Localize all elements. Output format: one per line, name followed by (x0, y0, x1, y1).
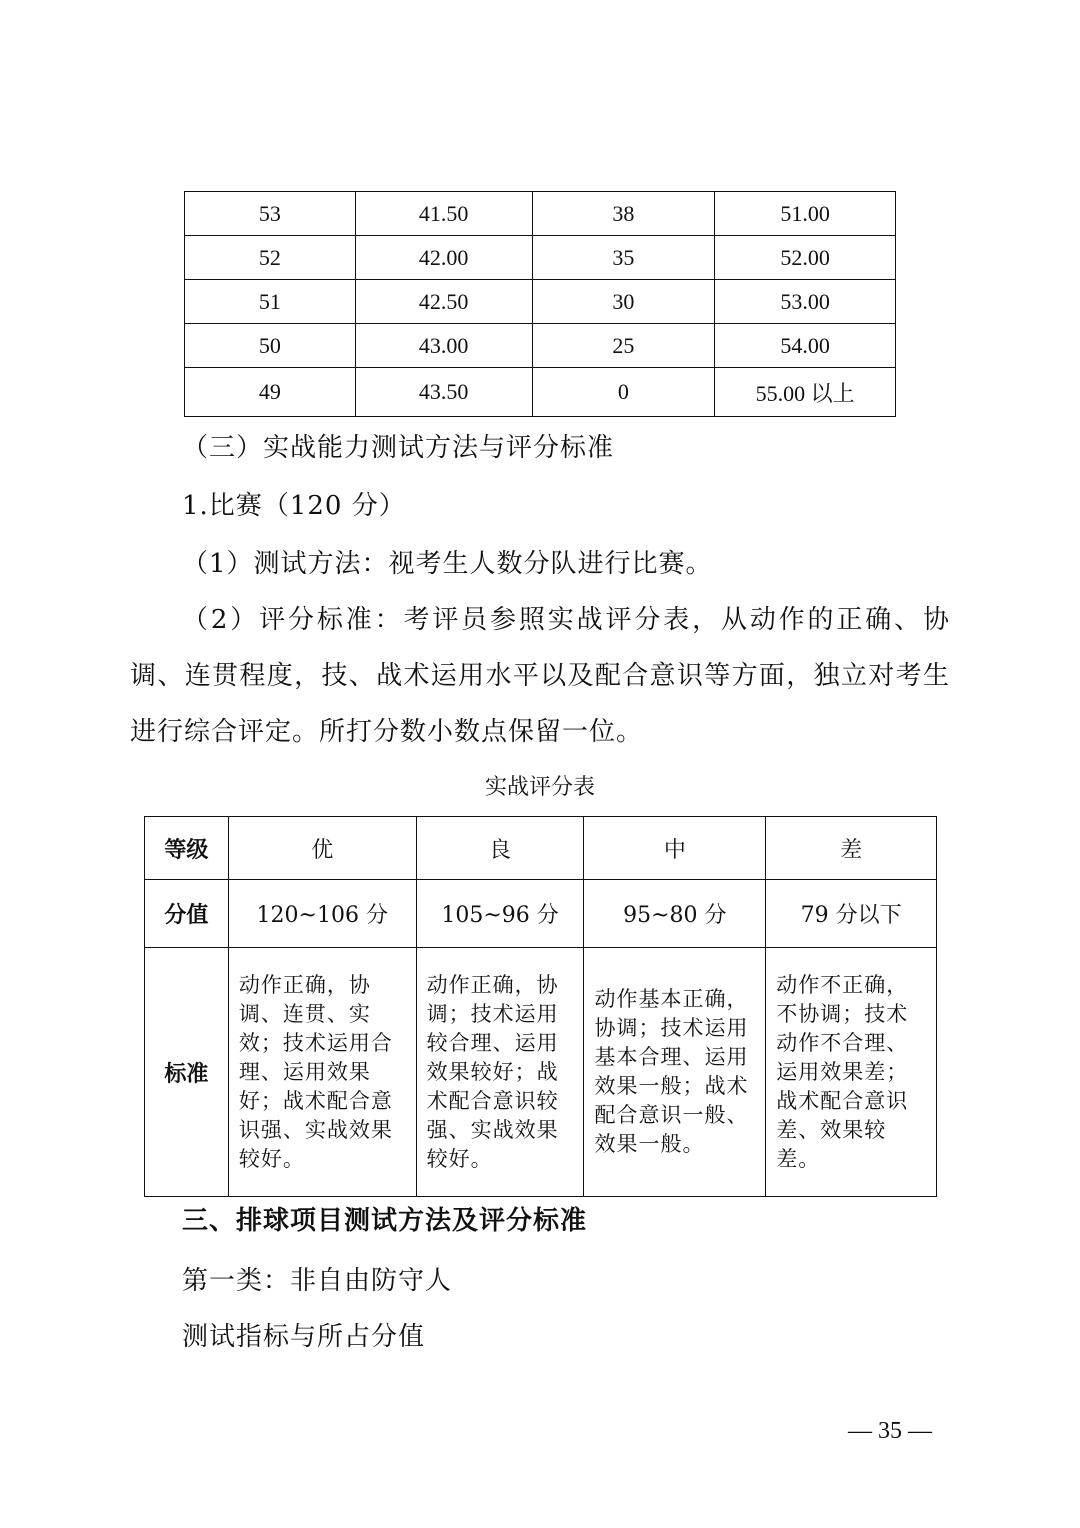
section-subheading: （三）实战能力测试方法与评分标准 (182, 433, 615, 463)
test-method: （1）测试方法：视考生人数分队进行比赛。 (182, 549, 713, 579)
volleyball-heading: 三、排球项目测试方法及评分标准 (182, 1206, 588, 1236)
score-table-cell: 38 (532, 192, 715, 236)
grade-poor: 差 (766, 817, 937, 880)
item-heading: 1.比赛（120 分） (182, 491, 406, 521)
score-table-row (185, 280, 896, 324)
score-table-cell: 49 (185, 368, 356, 417)
score-table-cell: 53.00 (715, 280, 896, 324)
standard-medium: 动作基本正确，协调；技术运用基本合理、运用效果一般；战术配合意识一般、效果一般。 (584, 948, 766, 1197)
score-table (184, 191, 896, 417)
score-table-cell: 42.00 (355, 236, 532, 280)
standard-good: 动作正确，协调；技术运用较合理、运用效果较好；战术配合意识较强、实战效果较好。 (416, 948, 584, 1197)
standard-poor: 动作不正确，不协调；技术动作不合理、运用效果差；战术配合意识差、效果较差。 (766, 948, 937, 1197)
score-table-row (185, 236, 896, 280)
score-table-cell: 50 (185, 324, 356, 368)
score-table-cell: 52.00 (715, 236, 896, 280)
score-good: 105~96 分 (416, 880, 584, 948)
row-label-standard: 标准 (145, 948, 229, 1197)
score-table-cell: 42.50 (355, 280, 532, 324)
score-table-cell: 25 (532, 324, 715, 368)
score-table-cell: 43.50 (355, 368, 532, 417)
score-table-row (185, 192, 896, 236)
score-table-cell: 35 (532, 236, 715, 280)
score-table-cell: 55.00 以上 (715, 368, 896, 417)
score-table-row (185, 324, 896, 368)
rating-table (144, 816, 937, 1197)
grade-good: 良 (416, 817, 584, 880)
score-table-row (185, 368, 896, 417)
score-table-cell: 53 (185, 192, 356, 236)
row-label-grade: 等级 (145, 817, 229, 880)
score-table-cell: 51 (185, 280, 356, 324)
score-table-cell: 0 (532, 368, 715, 417)
score-table-cell: 30 (532, 280, 715, 324)
grade-medium: 中 (584, 817, 766, 880)
score-table-cell: 54.00 (715, 324, 896, 368)
standard-row (145, 948, 937, 1197)
row-label-score: 分值 (145, 880, 229, 948)
scoring-criteria: （2）评分标准：考评员参照实战评分表，从动作的正确、协调、连贯程度，技、战术运用水平以及配合意识等方面，独立对考生进行综合评定。所打分数小数点保留一位。 (130, 605, 950, 747)
score-table-cell: 43.00 (355, 324, 532, 368)
score-excellent: 120~106 分 (228, 880, 416, 948)
score-table-cell: 51.00 (715, 192, 896, 236)
grade-excellent: 优 (228, 817, 416, 880)
grade-row (145, 817, 937, 880)
score-table-cell: 52 (185, 236, 356, 280)
score-medium: 95~80 分 (584, 880, 766, 948)
rating-table-caption: 实战评分表 (484, 775, 595, 800)
indicators-line: 测试指标与所占分值 (182, 1322, 426, 1352)
score-row (145, 880, 937, 948)
page-number: — 35 — (848, 1418, 932, 1444)
score-table-cell: 41.50 (355, 192, 532, 236)
score-poor: 79 分以下 (766, 880, 937, 948)
category-line: 第一类：非自由防守人 (182, 1266, 453, 1296)
standard-excellent: 动作正确，协调、连贯、实效；技术运用合理、运用效果好；战术配合意识强、实战效果较好。 (228, 948, 416, 1197)
